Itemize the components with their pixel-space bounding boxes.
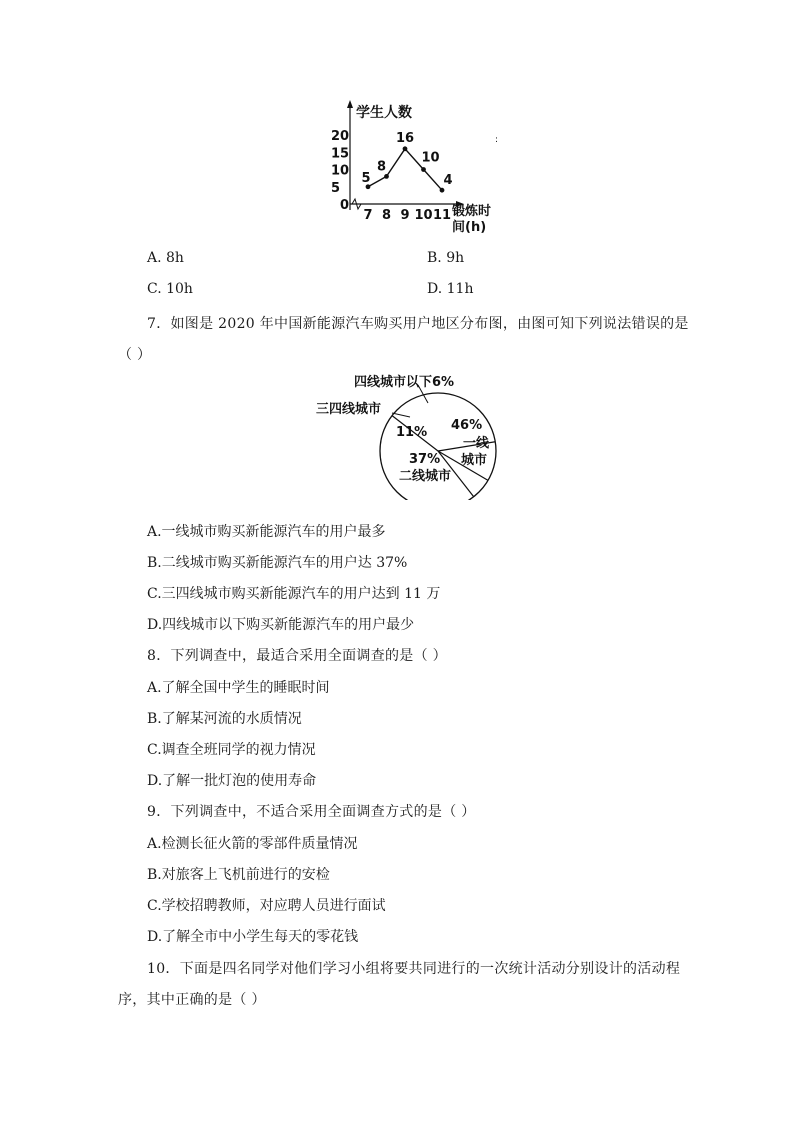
q6-option-a: A. 8h xyxy=(147,250,184,266)
q9-option-d: D.了解全市中小学生每天的零花钱 xyxy=(147,929,359,945)
q8-stem: 8．下列调查中，最适合采用全面调查的是（ ） xyxy=(147,648,447,664)
y-tick-label: 0 xyxy=(340,198,350,213)
y-axis-label: 学生人数 xyxy=(356,105,412,121)
series-point xyxy=(440,188,445,193)
x-axis-label-line2: 间(h) xyxy=(452,220,487,235)
q6-option-b: B. 9h xyxy=(427,250,465,266)
q7-stem-line2: （ ） xyxy=(118,347,152,363)
q8-option-c: C.调查全班同学的视力情况 xyxy=(147,742,316,758)
q7-option-b: B.二线城市购买新能源汽车的用户达 37% xyxy=(147,555,408,571)
x-tick-label: 8 xyxy=(381,208,392,223)
x-tick-label: 11 xyxy=(432,208,452,223)
series-point xyxy=(421,167,426,172)
pie-label-third-tier: 三四线城市 xyxy=(316,402,382,417)
y-tick-label: 20 xyxy=(331,129,350,144)
pie-chart xyxy=(310,368,510,500)
data-label: 5 xyxy=(361,170,371,186)
pie-pct-first-tier: 46% xyxy=(451,418,483,433)
q9-option-b: B.对旅客上飞机前进行的安检 xyxy=(147,867,330,883)
x-axis-label-line1: 锻炼时 xyxy=(452,204,492,219)
q7-option-a: A.一线城市购买新能源汽车的用户最多 xyxy=(147,524,386,540)
q10-stem-line1: 10．下面是四名同学对他们学习小组将要共同进行的一次统计活动分别设计的活动程 xyxy=(147,961,681,977)
y-tick-label: 15 xyxy=(331,146,350,162)
x-tick-label: 9 xyxy=(400,208,410,223)
data-label: 8 xyxy=(376,159,387,175)
data-label: 4 xyxy=(443,173,453,189)
q9-stem: 9．下列调查中，不适合采用全面调查方式的是（ ） xyxy=(147,804,476,820)
leader-line-third-tier xyxy=(392,413,410,417)
q6-option-c: C. 10h xyxy=(147,281,193,297)
y-ticks xyxy=(331,129,349,213)
pie-label-first-tier-2: 城市 xyxy=(461,453,488,468)
q7-option-d: D.四线城市以下购买新能源汽车的用户最少 xyxy=(147,617,415,633)
series-point xyxy=(384,174,389,179)
data-label: 16 xyxy=(395,130,415,146)
y-axis-arrow xyxy=(347,100,353,108)
stray-mark: : xyxy=(495,135,499,145)
data-label: 10 xyxy=(421,150,440,166)
q6-option-d: D. 11h xyxy=(427,281,474,297)
pie-label-first-tier-1: 一线 xyxy=(463,436,490,451)
x-tick-label: 7 xyxy=(363,208,373,223)
y-tick-label: 10 xyxy=(331,163,350,179)
pie-pct-second-tier: 37% xyxy=(409,452,441,467)
q9-option-c: C.学校招聘教师，对应聘人员进行面试 xyxy=(147,898,386,914)
q8-option-b: B.了解某河流的水质情况 xyxy=(147,711,302,727)
q8-option-d: D.了解一批灯泡的使用寿命 xyxy=(147,773,317,789)
y-tick-label: 5 xyxy=(331,180,341,196)
q10-stem-line2: 序，其中正确的是（ ） xyxy=(118,992,266,1008)
q7-stem-line1: 7．如图是 2020 年中国新能源汽车购买用户地区分布图，由图可知下列说法错误的是 xyxy=(147,316,689,332)
pie-pct-third-tier: 11% xyxy=(396,425,428,440)
pie-label-fourth-tier: 四线城市以下6% xyxy=(354,375,455,390)
x-tick-label: 10 xyxy=(414,208,433,223)
q8-option-a: A.了解全国中学生的睡眠时间 xyxy=(147,680,330,696)
data-labels xyxy=(361,131,452,188)
q7-option-c: C.三四线城市购买新能源汽车的用户达到 11 万 xyxy=(147,586,441,602)
q9-option-a: A.检测长征火箭的零部件质量情况 xyxy=(147,836,358,852)
line-chart xyxy=(320,98,510,238)
pie-label-second-tier: 二线城市 xyxy=(399,469,452,484)
x-ticks xyxy=(363,208,451,223)
series-point xyxy=(403,146,408,151)
